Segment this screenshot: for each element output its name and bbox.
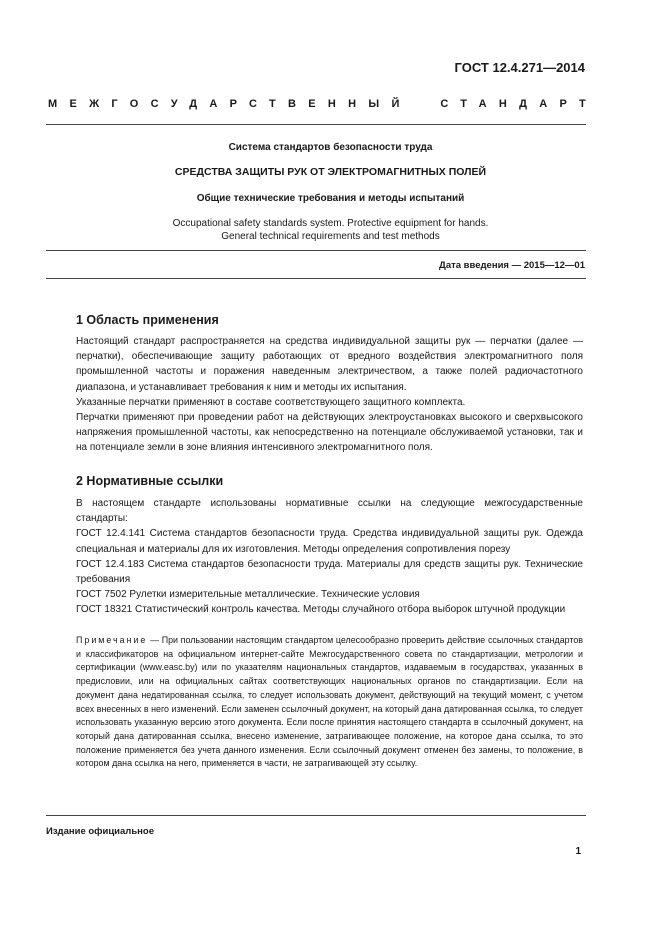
interstate-word: МЕЖГОСУДАРСТВЕННЫЙ <box>48 98 412 110</box>
main-title: СРЕДСТВА ЗАЩИТЫ РУК ОТ ЭЛЕКТРОМАГНИТНЫХ ПОЛЕЙ <box>174 166 487 178</box>
reference-gost-12-4-183: ГОСТ 12.4.183 Система стандартов безопасности труда. Материалы для средств защиты рук. Технические требования <box>76 558 583 586</box>
section-2-body <box>48 496 583 618</box>
subtitle: Общие технические требования и методы испытаний <box>196 193 465 204</box>
page-number: 1 <box>575 846 581 857</box>
note-paragraph <box>48 634 583 771</box>
note-block <box>48 634 583 771</box>
section-2-heading: 2 Нормативные ссылки <box>76 474 224 488</box>
section-2-paragraph-1: В настоящем стандарте использованы нормативные ссылки на следующие межгосударственные стандарты: <box>76 498 583 525</box>
section-1-heading: 1 Область применения <box>76 313 219 327</box>
footer-divider <box>46 815 586 816</box>
english-title-line-1: Occupational safety standards system. Protective equipment for hands. <box>172 218 489 229</box>
reference-gost-12-4-141: ГОСТ 12.4.141 Система стандартов безопасности труда. Средства индивидуальной защиты рук. Одежда специальная и материалы для их изготовления. Методы определения сопротивления порезу <box>76 528 583 555</box>
standard-code: ГОСТ 12.4.271—2014 <box>454 60 585 75</box>
standard-word: СТАНДАРТ <box>440 98 598 110</box>
effective-date: Дата введения — 2015—12—01 <box>439 260 585 271</box>
official-edition-label: Издание официальное <box>46 826 154 837</box>
note-label: Примечание <box>76 635 148 645</box>
section-1-paragraph-2: Указанные перчатки применяют в составе соответствующего защитного комплекта. <box>76 396 466 408</box>
top-divider <box>46 124 586 125</box>
section-1-paragraph-3: Перчатки применяют при проведении работ на действующих электроустановках высокого и сверхвысокого напряжения промышленной частоты, как непосредственно на потенциале обслуживаемой установки, так и на потенциале земли в зоне влияния интенсивного электромагнитного поля. <box>76 412 583 454</box>
date-divider <box>46 278 586 279</box>
section-1-body <box>48 334 583 456</box>
reference-gost-18321: ГОСТ 18321 Статистический контроль качества. Методы случайного отбора выборок штучной продукции <box>76 604 566 616</box>
note-text: — При пользовании настоящим стандартом целесообразно проверить действие ссылочных стандартов и классификаторов на официальном интернет-сайте Межгосударственного совета по стандартизации, метрологии и сертификации (www.easc.by) или по указателям национальных стандартов, издаваемым в государствах, указанных в предисловии, или на официальных сайтах соответствующих национальных органов по стандартизации. Если на документ дана недатированная ссылка, то следует использовать документ, действующий на текущий момент, с учетом всех внесенных в него изменений. Если заменен ссылочный документ, на который дана датированная ссылка, то следует использовать указанную версию этого документа. Если после принятия настоящего стандарта в ссылочный документ, на который дана датированная ссылка, внесено изменение, затрагивающее положение, на которое дана ссылка, то это положение применяется без учета данного изменения. Если ссылочный документ отменен без замены, то положение, в котором дана ссылка на него, применяется в части, не затрагивающей эту ссылку. <box>76 635 583 769</box>
section-1-paragraph-1: Настоящий стандарт распространяется на средства индивидуальной защиты рук — перчатки (далее — перчатки), обеспечивающие защиту работающих от вредного воздействия электромагнитного поля промышленной частоты и поражения наведенным электричеством, а также полей радиочастотного диапазона, и устанавливает требования к ним и методы их испытания. <box>76 336 583 393</box>
title-divider <box>46 250 586 251</box>
reference-gost-7502: ГОСТ 7502 Рулетки измерительные металлические. Технические условия <box>76 589 420 601</box>
system-title: Система стандартов безопасности труда <box>228 142 433 153</box>
english-title-line-2: General technical requirements and test methods <box>221 231 440 242</box>
